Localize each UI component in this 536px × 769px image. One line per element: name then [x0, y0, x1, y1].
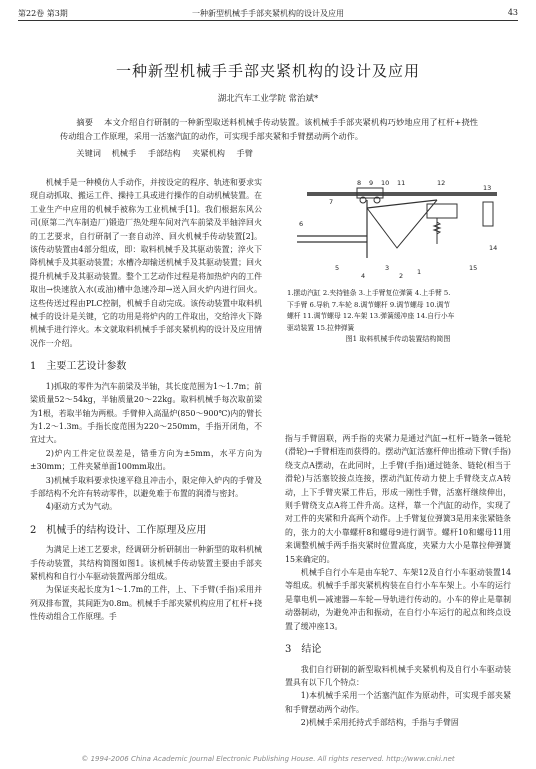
label-13: 13 [483, 184, 492, 192]
abstract-label: 摘要 [76, 117, 94, 127]
rail [307, 192, 497, 196]
section-1-item: 1)抓取的零件为汽车前梁及半轴，其长度范围为1～1.7m；前梁质量52～54kg，半轴质量20～22kg。取料机械手每次取前梁为1根，若取半轴为两根。手臂伸入高温炉(850～900℃)内的臂长为1.2～1.3m。手指长度范围为220～250mm，手指开闭角，不宜过大。 [30, 381, 262, 445]
running-title: 一种新型机械手手部夹紧机构的设计及应用 [192, 9, 344, 18]
label-8: 8 [357, 179, 362, 187]
abstract-text: 本文介绍自行研制的一种新型取送料机械手传动装置。该机械手手部夹紧机构巧妙地应用了杠杆+挠性传动组合工作原理，采用一活塞汽缸的动作，可实现手部夹紧和手臂摆动两个动作。 [60, 117, 478, 141]
section-3-paragraph: 我们自行研制的新型取料机械手夹紧机构及自行小车驱动装置具有以下几个特点： [285, 664, 511, 687]
label-6: 6 [299, 220, 304, 228]
label-4: 4 [361, 272, 366, 280]
label-14: 14 [489, 244, 498, 252]
section-1-item: 3)机械手取料要求快速平稳且冲击小，限定伸入炉内的手臂及手部结构不允许有转动零件，以避免难于布置的润滑与密封。 [30, 475, 262, 498]
intro-paragraph: 机械手是一种模仿人手动作，并按设定的程序、轨迹和要求实现自动抓取、搬运工件、操持工具或进行操作的自动机械装置。在工业生产中应用的机械手被称为工业机械手[1]。我们根据东风公司(原第二汽车制造厂)锻造厂热处理车间对汽车前梁及半轴淬回火的工艺要求，自行研制了一套自动淬、回火机械手传动装置[2]。该传动装置由4部分组成，即：取料机械手及其驱动装置；淬火下降机械手及其驱动装置；水槽冷却输送机械手及其驱动装置；回火提升机械手及其驱动装置。整个工艺动作过程是将加热炉内的工件取出→快速放入水(或油)槽中急速冷却→送入回火炉内进行回火。这些传送过程由PLC控制，机械手自动完成。该传动装置中取料机械手的设计是关键，它的功用是将炉内的工件取出，交给淬火下降机械手进行淬火。本文就取料机械手手部夹紧机构的设计及应用情况作一介绍。 [30, 178, 262, 348]
label-11: 11 [397, 179, 406, 187]
keyword: 夹紧机构 [192, 148, 225, 158]
left-column [30, 176, 262, 624]
figure-title: 图1 取料机械手传动装置结构简图 [345, 335, 451, 343]
section-3-paragraph: 1)本机械手采用一个活塞汽缸作为原动件，可实现手部夹紧和手臂摆动两个动作。 [285, 691, 511, 714]
keywords [60, 146, 478, 160]
copyright-footer: © 1994-2006 China Academic Journal Electronic Publishing House. All rights reserved. http://www.cnki.net [81, 755, 455, 763]
label-1: 1 [417, 268, 422, 276]
section-2-paragraph: 为满足上述工艺要求，经调研分析研制出一种新型的取料机械手传动装置，其结构简图如图1。该机械手传动装置主要由手部夹紧机构和自行小车驱动装置两部分组成。 [30, 545, 262, 581]
section-1-heading: 1 主要工艺设计参数 [30, 361, 127, 373]
abstract [60, 115, 478, 143]
author-line: 湖北汽车工业学院 常治斌* [217, 94, 319, 104]
label-2: 2 [399, 272, 404, 280]
section-1-item: 4)驱动方式为气动。 [45, 502, 118, 512]
label-15: 15 [469, 264, 478, 272]
label-10: 10 [381, 179, 390, 187]
buffer-seat [483, 202, 493, 226]
section-1-item: 2)炉内工件定位误差是，错垂方向为±5mm，水平方向为±30mm；工件夹紧单面100mm取出。 [30, 448, 262, 472]
label-5: 5 [335, 264, 340, 272]
section-2-paragraph: 为保证夹起长度为1～1.7m的工件，上、下手臂(手指)采用并列双排布置，其间距为0.8m。机械手手部夹紧机构应用了杠杆+挠性传动组合工作原理。手 [30, 585, 262, 622]
label-3: 3 [385, 264, 390, 272]
keywords-label: 关键词 [76, 148, 101, 158]
page-number: 43 [507, 8, 518, 17]
volume-issue: 第22卷 第3期 [18, 9, 68, 18]
section-2-heading: 2 机械手的结构设计、工作原理及应用 [30, 524, 207, 536]
section-3-paragraph: 2)机械手采用托持式手部结构，手指与手臂固 [300, 718, 459, 728]
page-header [18, 6, 518, 21]
figure-caption: 1.摆动汽缸 2.夹持链条 3.上手臂复位弹簧 4.上手臂 5. 下手臂 6.导轨 7.车轮 8.调节螺杆 9.调节螺母 10.调节 螺杆 11.调节螺母 12.车架 13.弹簧缓冲座 14.自行小车 驱动装置 15.拉伸弹簧 [287, 289, 455, 332]
keyword: 手部结构 [147, 148, 181, 158]
label-7: 7 [329, 198, 334, 206]
article-title: 一种新型机械手手部夹紧机构的设计及应用 [115, 62, 420, 80]
section-3-heading: 3 结论 [285, 644, 322, 656]
right-column [285, 432, 511, 730]
label-9: 9 [369, 179, 374, 187]
mechanism-diagram [287, 178, 509, 284]
keyword: 机械手 [111, 148, 137, 158]
keyword: 手臂 [236, 148, 253, 158]
right-paragraph: 指与手臂固联，两手指的夹紧力是通过汽缸→杠杆→链条→链轮(滑轮)→手臂相连而获得的。摆动汽缸活塞杆伸出推动下臂(手指)绕支点A摆动，在此同时，上手臂(手指)通过链条、链轮(相当于滑轮)与活塞铰接点连接，摆动汽缸传动力使上手臂绕支点A转动，上下手臂夹紧工件后，形成一刚性手臂，活塞杆继续伸出，则手臂绕支点A将工件升高。这样，靠一个汽缸的动作，实现了对工件的夹紧和升高两个动作。上手臂复位弹簧3是用来张紧链条的，张力的大小靠螺杆8和螺母9进行调节。螺杆10和螺母11用来调整机械手两手指夹紧时位置高度，夹紧力大小是靠拉伸弹簧15来确定的。 [285, 434, 511, 564]
right-paragraph: 机械手自行小车是由车轮7、车架12及自行小车驱动装置14等组成。机械手手部夹紧机构装在自行小车车架上。小车的运行是靠电机—减速器—车轮—导轨进行传动的。小车的停止是靠制动器制动，为避免冲击和振动，在自行小车运行的起点和终点设置了缓冲座13。 [285, 568, 511, 631]
label-12: 12 [437, 179, 446, 187]
